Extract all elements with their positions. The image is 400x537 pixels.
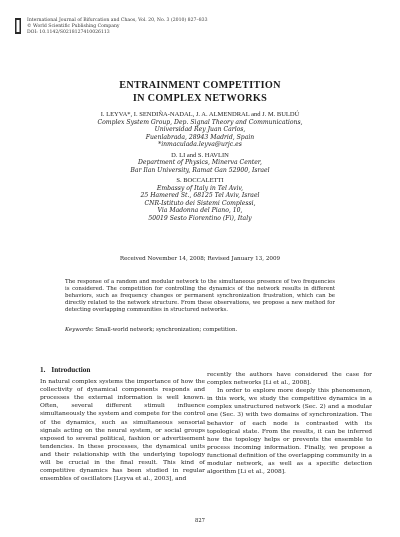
paper-title — [0, 80, 400, 105]
received-dates: Received November 14, 2008; Revised January 13, 2009 — [119, 256, 281, 262]
affiliation-2-line-2: Bar Ilan University, Ramat Gan 52900, Israel — [130, 166, 270, 174]
authors-group-1: I. LEYVA*, I. SENDIÑA-NADAL, J. A. ALMENDRAL and J. M. BULDÚ — [100, 111, 300, 118]
authors-group-3: S. BOCCALETTI — [176, 177, 224, 184]
title-line-1: ENTRAINMENT COMPETITION — [119, 80, 281, 91]
doi-link[interactable]: DOI: 10.1142/S0218127410026113 — [27, 30, 110, 36]
author-affiliations — [0, 111, 400, 222]
left-column — [40, 366, 205, 483]
section-number: 1. — [40, 366, 46, 374]
intro-paragraph-1-continued: recently the authors have considered the case for complex networks [Li et al., 2008]. — [207, 372, 372, 387]
journal-header — [15, 18, 375, 37]
affiliation-3-line-2: 25 Hamered St., 68125 Tel Aviv, Israel — [140, 192, 260, 199]
affiliation-1-line-3: Fuenlabrada, 28943 Madrid, Spain — [145, 133, 255, 141]
journal-header-text — [27, 18, 208, 37]
journal-citation: International Journal of Bifurcation and Chaos, Vol. 20, No. 3 (2010) 827–833 — [27, 18, 208, 23]
author-email[interactable]: *inmaculada.leyva@urjc.es — [158, 141, 242, 148]
copyright-notice: © World Scientific Publishing Company — [27, 24, 120, 30]
intro-paragraph-1: In natural complex systems the importance of how the collectivity of dynamical components responds and processes the external information is well known. Often, several different stimuli influence simultaneously the system and compete for the control of the dynamics, such as simultaneous sensorial signals acting on the neural system, or social groups exposed to several political, fashion or advertisement tendencies. In these processes, the dynamical units and their relationship with the underlying topology will be crucial in the final result. This kind of competitive dynamics has been studied in regular ensembles of oscillators [Leyva et al., 2003], and — [40, 379, 205, 483]
section-heading — [40, 366, 205, 374]
publisher-logo-icon — [15, 18, 21, 34]
affiliation-3-line-4: Via Madonna del Piano, 10, — [157, 207, 243, 214]
title-line-2: IN COMPLEX NETWORKS — [132, 92, 268, 104]
intro-paragraph-2: In order to explore more deeply this phenomenon, in this work, we study the competitive dynamics in a complex unstructured network (Sec. 2) and a modular one (Sec. 3) with two domains of synchronization. The behavior of each node is contrasted with its topological state. From the results, it can be inferred how the topology helps or prevents the ensemble to process incoming information. Finally, we propose a functional definition of the overlapping community in a modular network, as well as a specific detection algorithm [Li et al., 2008]. — [207, 388, 372, 476]
authors-group-2: D. LI and S. HAVLIN — [171, 151, 229, 159]
page-number: 827 — [195, 518, 205, 524]
keywords — [65, 327, 335, 333]
affiliation-2-line-1: Department of Physics, Minerva Center, — [138, 159, 262, 166]
keywords-text: Small-world network; synchronization; competition. — [95, 327, 238, 333]
section-title: Introduction — [51, 366, 91, 374]
affiliation-3-line-3: CNR-Istituto dei Sistemi Complessi, — [144, 199, 256, 207]
abstract-text: The response of a random and modular network to the simultaneous presence of two frequencies is considered. The competition for controlling the dynamics of the network results in different behaviors, such as frequency changes or permanent synchronization frustration, which can be directly related to the network structure. From these observations, we propose a new method for detecting overlapping communities in structured networks. — [65, 279, 335, 313]
right-column — [207, 371, 372, 476]
keywords-label: Keywords: — [65, 327, 94, 333]
affiliation-3-line-5: 50019 Sesto Fiorentino (Fi), Italy — [148, 214, 252, 222]
affiliation-3-line-1: Embassy of Italy in Tel Aviv, — [156, 184, 244, 192]
affiliation-1-line-1: Complex System Group, Dep. Signal Theory and Communications, — [97, 118, 303, 126]
affiliation-1-line-2: Universidad Rey Juan Carlos, — [154, 126, 246, 133]
